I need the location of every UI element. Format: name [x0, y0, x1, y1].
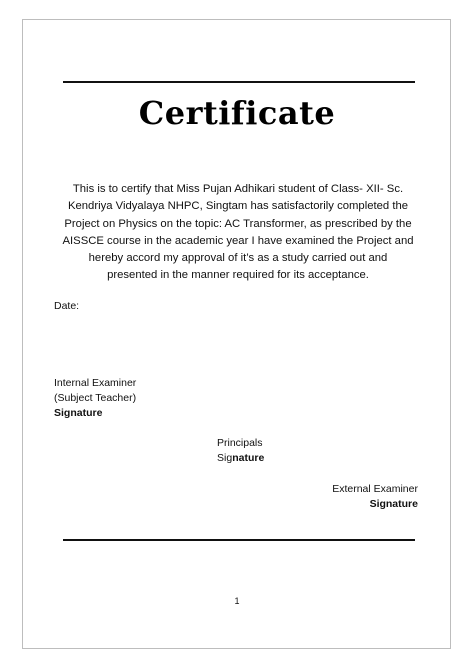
body-line: This is to certify that Miss Pujan Adhikari student of Class- XII- Sc. — [72, 183, 404, 195]
body-line: AISSCE course in the academic year I have examined the Project and — [62, 234, 414, 247]
principal-signature-prefix: Sig — [217, 452, 233, 464]
external-signature-label: Signature — [369, 498, 418, 510]
principals-label: Principals — [217, 437, 263, 449]
principal-signature-suffix: nature — [232, 452, 265, 464]
body-line: Project on Physics on the topic: AC Transformer, as prescribed by the — [64, 217, 412, 230]
external-examiner-label: External Examiner — [332, 483, 418, 495]
bottom-divider — [63, 539, 415, 541]
principal-block — [217, 436, 264, 466]
internal-examiner-block — [54, 376, 136, 421]
date-label: Date: — [54, 300, 80, 312]
body-line: hereby accord my approval of it’s as a study carried out and — [88, 252, 388, 265]
internal-examiner-label: Internal Examiner — [54, 377, 137, 389]
subject-teacher-label: (Subject Teacher) — [54, 392, 137, 404]
principal-signature-label — [217, 451, 264, 466]
external-examiner-block — [332, 482, 418, 512]
certificate-title: Certificate — [138, 94, 336, 132]
certificate-body — [50, 181, 426, 285]
page-number: 1 — [234, 596, 240, 606]
top-divider — [63, 81, 415, 83]
body-line: Kendriya Vidyalaya NHPC, Singtam has satisfactorily completed the — [67, 200, 409, 213]
internal-signature-label: Signature — [54, 407, 103, 419]
body-line: presented in the manner required for its acceptance. — [107, 269, 369, 282]
